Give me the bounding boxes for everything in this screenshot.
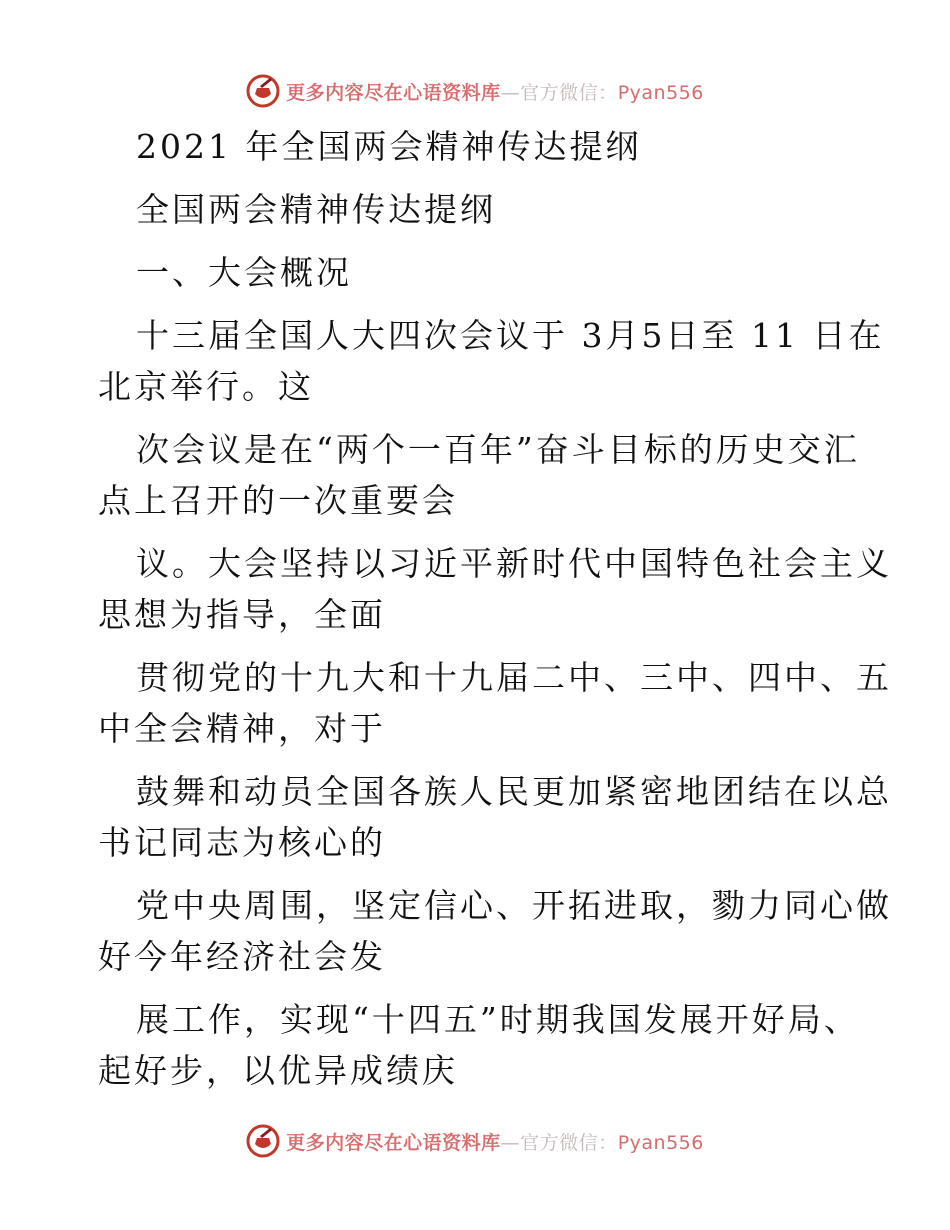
paragraph-line: 鼓舞和动员全国各族人民更加紧密地团结在以总 bbox=[136, 772, 892, 811]
paragraph-line: 十三届全国人大四次会议于 3月5日至 11 日在 bbox=[136, 316, 885, 355]
watermark-main-text: 更多内容尽在心语资料库 bbox=[286, 1131, 501, 1154]
paragraph-line: 好今年经济社会发 bbox=[98, 937, 386, 976]
header-watermark bbox=[0, 71, 950, 111]
paragraph-line: 贯彻党的十九大和十九届二中、三中、四中、五 bbox=[136, 658, 892, 697]
paragraph-line: 思想为指导，全面 bbox=[98, 595, 386, 634]
paragraph-line: 起好步，以优异成绩庆 bbox=[98, 1051, 458, 1090]
document-subtitle: 全国两会精神传达提纲 bbox=[136, 190, 496, 229]
paragraph-line: 议。大会坚持以习近平新时代中国特色社会主义 bbox=[136, 544, 892, 583]
watermark-id: Pyan556 bbox=[617, 1131, 704, 1154]
paragraph-line: 点上召开的一次重要会 bbox=[98, 481, 458, 520]
paragraph-line: 中全会精神，对于 bbox=[98, 709, 386, 748]
paragraph-line: 书记同志为核心的 bbox=[98, 823, 386, 862]
document-title: 2021 年全国两会精神传达提纲 bbox=[136, 127, 642, 166]
watermark-label: 官方微信： bbox=[520, 81, 618, 104]
watermark-id: Pyan556 bbox=[617, 81, 704, 104]
document-body bbox=[98, 124, 892, 1111]
paragraph-line: 展工作，实现“十四五”时期我国发展开好局、 bbox=[136, 1000, 860, 1039]
paragraph-line: 次会议是在“两个一百年”奋斗目标的历史交汇 bbox=[136, 430, 860, 469]
cup-with-pen-logo-icon bbox=[246, 74, 280, 108]
watermark-separator: — bbox=[500, 81, 521, 104]
cup-with-pen-logo-icon bbox=[246, 1124, 280, 1158]
paragraph-line: 党中央周围，坚定信心、开拓进取，勠力同心做 bbox=[136, 886, 892, 925]
section-heading: 一、大会概况 bbox=[136, 253, 352, 292]
watermark-label: 官方微信： bbox=[520, 1131, 618, 1154]
footer-watermark bbox=[0, 1121, 950, 1161]
paragraph-line: 北京举行。这 bbox=[98, 367, 314, 406]
watermark-main-text: 更多内容尽在心语资料库 bbox=[286, 81, 501, 104]
watermark-separator: — bbox=[500, 1131, 521, 1154]
